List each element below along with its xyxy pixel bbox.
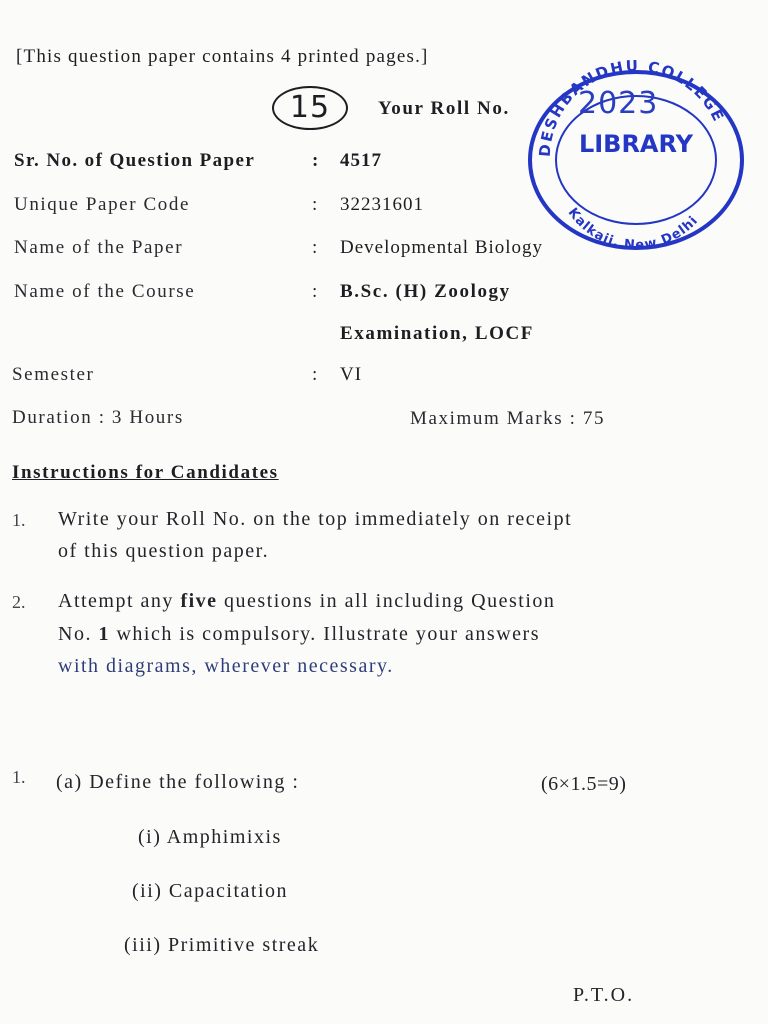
paper-label: Name of the Paper — [14, 237, 184, 258]
paper-value: Developmental Biology — [340, 237, 544, 258]
stamp-library: LIBRARY — [578, 130, 694, 158]
semester-label: Semester — [12, 364, 95, 385]
stamp-place: Kalkaji, New Delhi — [564, 205, 702, 252]
sr-label: Sr. No. of Question Paper — [14, 150, 256, 171]
question-1a-text: (a) Define the following : — [56, 771, 300, 793]
paper-colon: : — [312, 237, 318, 258]
instruction-2-line1: Attempt any five questions in all including Question — [58, 590, 556, 612]
pto-marker: P.T.O. — [573, 984, 635, 1006]
instruction-2-line2: No. 1 which is compulsory. Illustrate your answers — [58, 623, 540, 645]
instructions-heading: Instructions for Candidates — [12, 462, 279, 483]
instruction-1-line1: Write your Roll No. on the top immediately on receipt — [58, 508, 573, 530]
handwritten-roll: 2023 — [578, 86, 659, 121]
upc-value: 32231601 — [340, 194, 424, 215]
term-amphimixis: (i) Amphimixis — [138, 826, 282, 848]
instruction-2-number: 2. — [12, 592, 26, 612]
library-stamp — [520, 52, 750, 252]
upc-label: Unique Paper Code — [14, 194, 190, 215]
instruction-1-number: 1. — [12, 510, 26, 530]
page-notice: [This question paper contains 4 printed pages.] — [16, 46, 429, 67]
sr-colon: : — [312, 150, 319, 171]
course-label: Name of the Course — [14, 281, 196, 302]
duration: Duration : 3 Hours — [12, 407, 184, 428]
question-1-number: 1. — [12, 767, 26, 787]
term-primitive-streak: (iii) Primitive streak — [124, 934, 320, 956]
stamp-college: DESHBANDHU COLLEGE — [535, 56, 729, 158]
sheet-number: 15 — [272, 86, 348, 130]
semester-value: VI — [340, 364, 363, 385]
instruction-1-line2: of this question paper. — [58, 540, 270, 562]
term-capacitation: (ii) Capacitation — [132, 880, 289, 902]
course-value-line1: B.Sc. (H) Zoology — [340, 281, 511, 302]
max-marks: Maximum Marks : 75 — [410, 408, 606, 429]
semester-colon: : — [312, 364, 318, 385]
course-colon: : — [312, 281, 318, 302]
upc-colon: : — [312, 194, 318, 215]
instruction-2-line3: with diagrams, wherever necessary. — [58, 655, 394, 677]
roll-label: Your Roll No. — [378, 98, 510, 119]
question-1a-marks: (6×1.5=9) — [541, 773, 627, 795]
sr-value: 4517 — [340, 150, 382, 171]
course-value-line2: Examination, LOCF — [340, 323, 534, 344]
